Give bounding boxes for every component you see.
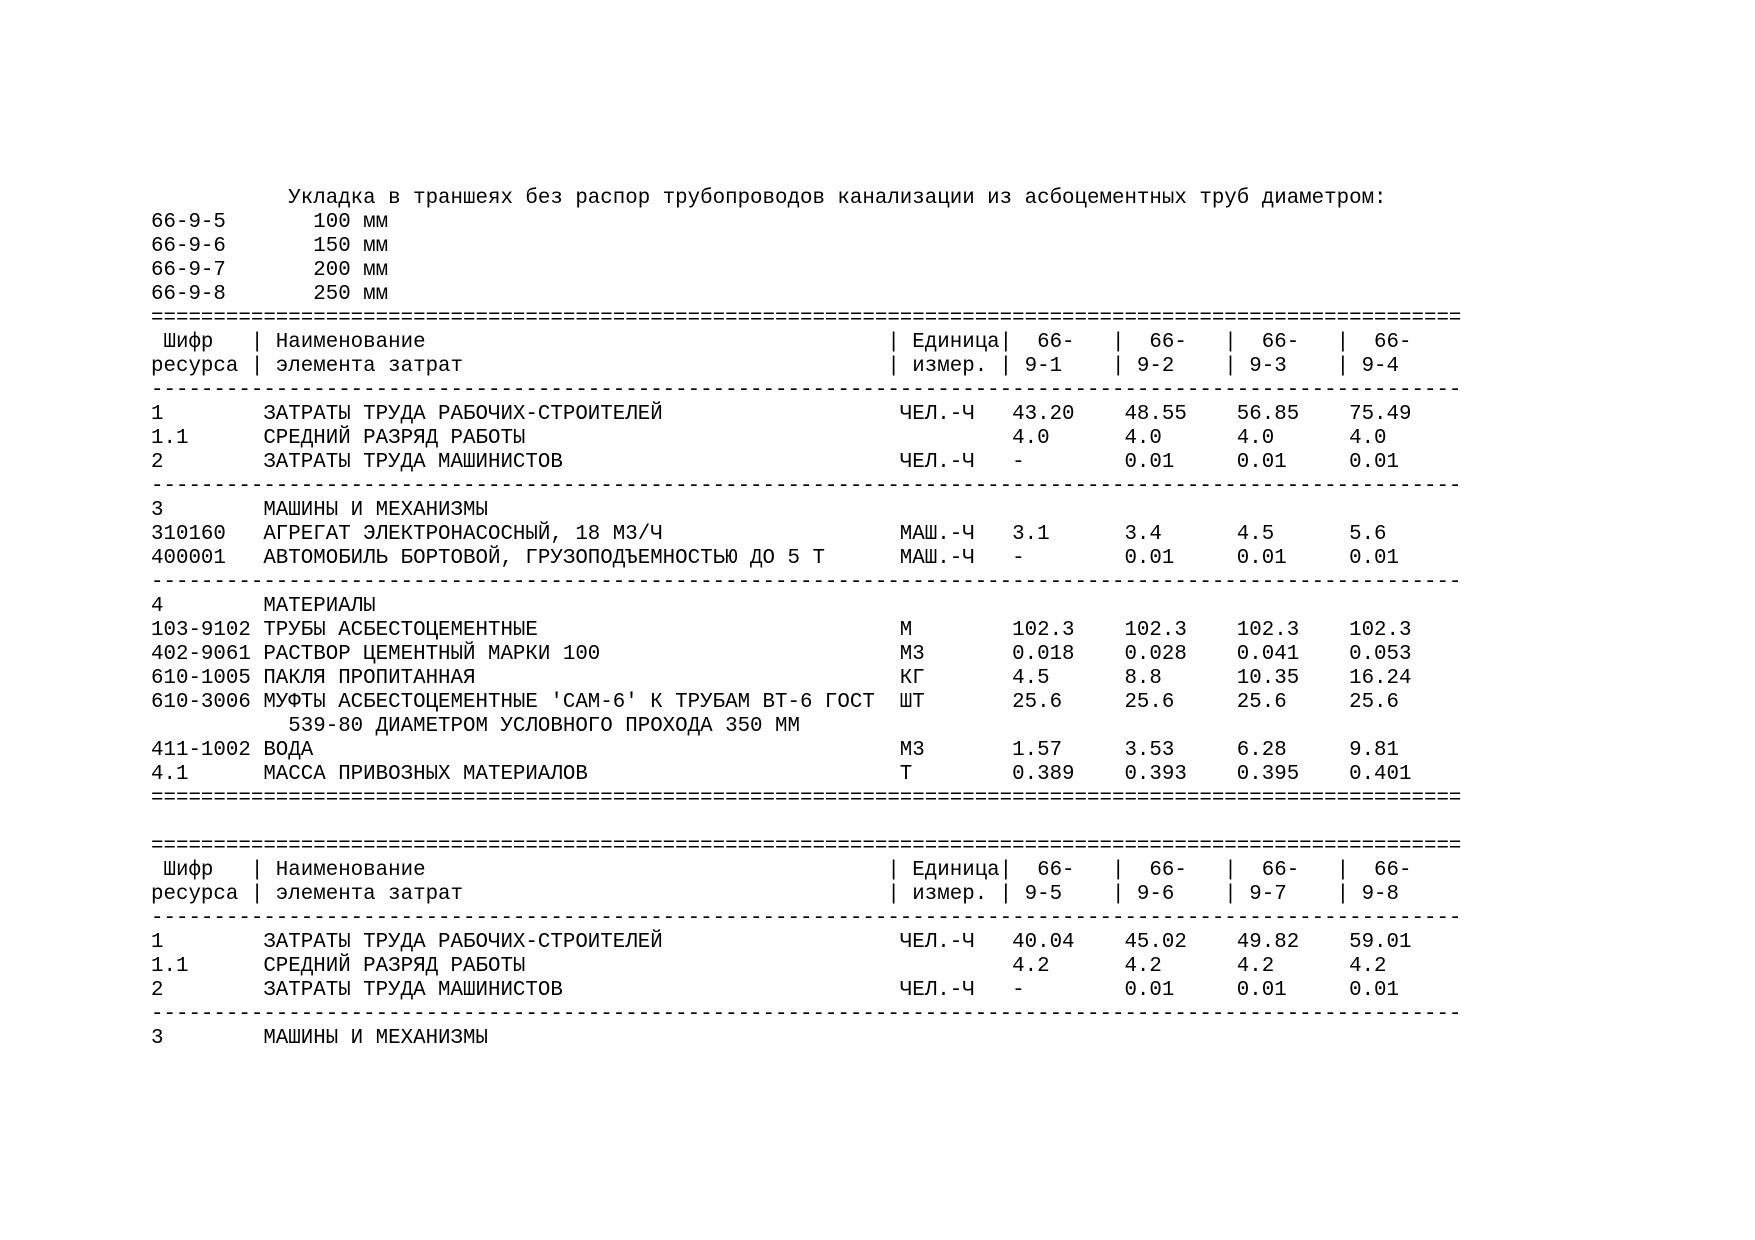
double-rule: ========================================================================================================= — [151, 835, 1462, 858]
table-row: 610-1005 ПАКЛЯ ПРОПИТАННАЯ КГ 4.5 8.8 10.35 16.24 — [151, 667, 1412, 690]
single-rule: --------------------------------------------------------------------------------------------------------- — [151, 571, 1462, 594]
double-rule: ========================================================================================================= — [151, 787, 1462, 810]
code-line: 66-9-8 250 мм — [151, 283, 389, 306]
table-row: 610-3006 МУФТЫ АСБЕСТОЦЕМЕНТНЫЕ 'САМ-6' К ТРУБАМ ВТ-6 ГОСТ ШТ 25.6 25.6 25.6 25.6 — [151, 691, 1400, 714]
table-row: 1.1 СРЕДНИЙ РАЗРЯД РАБОТЫ 4.0 4.0 4.0 4.0 — [151, 427, 1387, 450]
code-line: 66-9-6 150 мм — [151, 235, 389, 258]
table-row: 1 ЗАТРАТЫ ТРУДА РАБОЧИХ-СТРОИТЕЛЕЙ ЧЕЛ.-Ч 43.20 48.55 56.85 75.49 — [151, 403, 1412, 426]
table-header-row: Шифр | Наименование | Единица| 66- | 66- | 66- | 66- — [151, 331, 1412, 354]
table-header-row: Шифр | Наименование | Единица| 66- | 66- | 66- | 66- — [151, 859, 1412, 882]
section-heading: 3 МАШИНЫ И МЕХАНИЗМЫ — [151, 1027, 488, 1050]
double-rule: ========================================================================================================= — [151, 307, 1462, 330]
table-header-row: ресурса | элемента затрат | измер. | 9-5 | 9-6 | 9-7 | 9-8 — [151, 883, 1400, 906]
table-row: 103-9102 ТРУБЫ АСБЕСТОЦЕМЕНТНЫЕ М 102.3 102.3 102.3 102.3 — [151, 619, 1412, 642]
single-rule: --------------------------------------------------------------------------------------------------------- — [151, 907, 1462, 930]
doc-title: Укладка в траншеях без распор трубопроводов канализации из асбоцементных труб диаметром: — [151, 187, 1387, 210]
section-heading: 3 МАШИНЫ И МЕХАНИЗМЫ — [151, 499, 488, 522]
table-row: 1.1 СРЕДНИЙ РАЗРЯД РАБОТЫ 4.2 4.2 4.2 4.2 — [151, 955, 1387, 978]
table-row-continuation: 539-80 ДИАМЕТРОМ УСЛОВНОГО ПРОХОДА 350 ММ — [151, 715, 800, 738]
table-row: 310160 АГРЕГАТ ЭЛЕКТРОНАСОСНЫЙ, 18 М3/Ч МАШ.-Ч 3.1 3.4 4.5 5.6 — [151, 523, 1387, 546]
table-row: 2 ЗАТРАТЫ ТРУДА МАШИНИСТОВ ЧЕЛ.-Ч - 0.01 0.01 0.01 — [151, 451, 1400, 474]
table-row: 1 ЗАТРАТЫ ТРУДА РАБОЧИХ-СТРОИТЕЛЕЙ ЧЕЛ.-Ч 40.04 45.02 49.82 59.01 — [151, 931, 1412, 954]
table-row: 2 ЗАТРАТЫ ТРУДА МАШИНИСТОВ ЧЕЛ.-Ч - 0.01 0.01 0.01 — [151, 979, 1400, 1002]
code-line: 66-9-5 100 мм — [151, 211, 389, 234]
table-row: 411-1002 ВОДА М3 1.57 3.53 6.28 9.81 — [151, 739, 1400, 762]
code-line: 66-9-7 200 мм — [151, 259, 389, 282]
single-rule: --------------------------------------------------------------------------------------------------------- — [151, 475, 1462, 498]
section-heading: 4 МАТЕРИАЛЫ — [151, 595, 376, 618]
table-row: 400001 АВТОМОБИЛЬ БОРТОВОЙ, ГРУЗОПОДЪЕМНОСТЬЮ ДО 5 Т МАШ.-Ч - 0.01 0.01 0.01 — [151, 547, 1400, 570]
table-row: 402-9061 РАСТВОР ЦЕМЕНТНЫЙ МАРКИ 100 М3 0.018 0.028 0.041 0.053 — [151, 643, 1412, 666]
single-rule: --------------------------------------------------------------------------------------------------------- — [151, 379, 1462, 402]
table-header-row: ресурса | элемента затрат | измер. | 9-1 | 9-2 | 9-3 | 9-4 — [151, 355, 1400, 378]
single-rule: --------------------------------------------------------------------------------------------------------- — [151, 1003, 1462, 1026]
table-row: 4.1 МАССА ПРИВОЗНЫХ МАТЕРИАЛОВ Т 0.389 0.393 0.395 0.401 — [151, 763, 1412, 786]
